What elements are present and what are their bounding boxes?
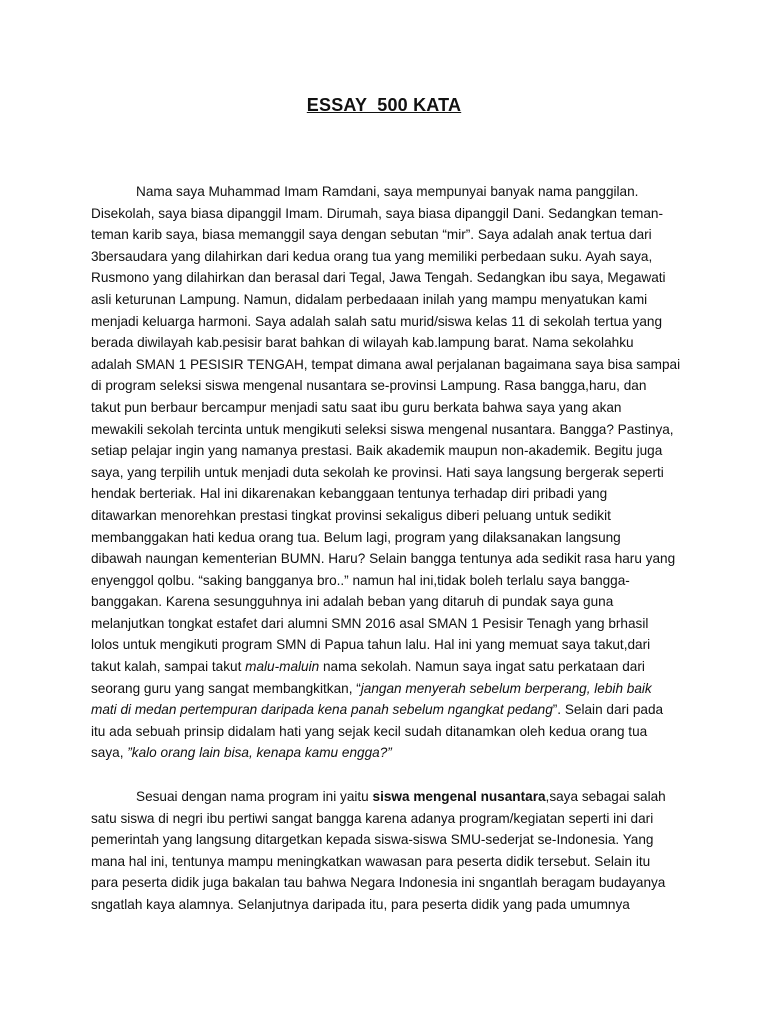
text-segment: berada diwilayah kab.pesisir barat bahkan di wilayah kab.lampung barat. Nama sekolahku	[91, 335, 634, 351]
text-line	[91, 829, 681, 851]
text-segment: ,saya sebagai salah	[545, 789, 666, 804]
paragraph-2	[91, 786, 681, 916]
text-segment: menjadi keluarga harmoni. Saya adalah salah satu murid/siswa kelas 11 di sekolah tertua yang	[91, 313, 663, 329]
text-segment: satu siswa di negri ibu pertiwi sangat bangga karena adanya program/kegiatan seperti ini dari	[91, 810, 654, 826]
text-segment: hendak berteriak. Hal ini dikarenakan kebanggaan tentunya terhadap diri pribadi yang	[91, 486, 608, 502]
text-segment: nama sekolah. Namun saya ingat satu perkataan dari	[319, 659, 645, 675]
text-segment: melanjutkan tongkat estafet dari alumni SMN 2016 asal SMAN 1 Pesisir Tenagh yang brhasil	[91, 615, 649, 631]
text-line	[91, 375, 681, 397]
text-line	[91, 613, 681, 635]
text-segment: asli keturunan Lampung. Namun, didalam perbedaaan inilah yang mampu menyatukan kami	[91, 291, 648, 307]
text-line	[91, 808, 681, 830]
text-line	[91, 483, 681, 505]
text-line	[91, 505, 681, 527]
text-segment: Disekolah, saya biasa dipanggil Imam. Dirumah, saya biasa dipanggil Dani. Sedangkan teman-	[91, 205, 664, 221]
text-line	[91, 311, 681, 333]
text-line	[91, 678, 681, 700]
text-segment: mana hal ini, tentunya mampu meningkatkan wawasan para peserta didik tersebut. Selain itu	[91, 853, 651, 869]
text-segment: di program seleksi siswa mengenal nusantara se-provinsi Lampung. Rasa bangga,haru, dan	[91, 378, 647, 394]
text-line	[91, 289, 681, 311]
text-segment: ditawarkan menorehkan prestasi tingkat provinsi sekaligus diberi peluang untuk sedikit	[91, 507, 611, 523]
text-line	[91, 224, 681, 246]
text-segment: dibawah naungan kementerian BUMN. Haru? Selain bangga tentunya ada sedikit rasa haru yang	[91, 551, 676, 567]
text-segment: saya, yang terpilih untuk menjadi duta sekolah ke provinsi. Hati saya langsung bergerak seperti	[91, 464, 664, 480]
text-segment: banggakan. Karena sesungguhnya ini adalah beban yang ditaruh di pundak saya guna	[91, 594, 614, 610]
text-segment: pemerintah yang langsung ditargetkan kepada siswa-siswa SMU-sederjat se-Indonesia. Yang	[91, 832, 654, 848]
text-segment: lolos untuk mengikuti program SMN di Papua tahun lalu. Hal ini yang memuat saya takut,dari	[91, 637, 651, 653]
text-line	[91, 246, 681, 268]
text-segment: takut kalah, sampai takut	[91, 659, 246, 675]
text-line	[91, 591, 681, 613]
text-segment: malu-maluin	[245, 659, 320, 675]
text-segment: ”kalo orang lain bisa, kenapa kamu engga?”	[127, 745, 392, 761]
text-line	[91, 570, 681, 592]
text-segment: Nama saya Muhammad Imam Ramdani, saya mempunyai banyak nama panggilan.	[136, 184, 639, 199]
text-line	[91, 872, 681, 894]
text-segment: 3bersaudara yang dilahirkan dari kedua orang tua yang memiliki perbedaan suku. Ayah saya,	[91, 248, 653, 264]
text-segment: Sesuai dengan nama program ini yaitu	[136, 789, 373, 804]
text-segment: Rusmono yang dilahirkan dan berasal dari Tegal, Jawa Tengah. Sedangkan ibu saya, Megawati	[91, 270, 666, 286]
text-segment: jangan menyerah sebelum berperang, lebih baik	[360, 680, 652, 696]
text-segment: teman karib saya, biasa memanggil saya dengan sebutan “mir”. Saya adalah anak tertua dari	[91, 227, 652, 243]
text-line	[91, 267, 681, 289]
text-line	[91, 181, 681, 203]
text-line	[91, 462, 681, 484]
text-line	[91, 354, 681, 376]
text-segment: para peserta didik juga bakalan tau bahwa Negara Indonesia ini sngantlah beragam budayanya	[91, 875, 666, 891]
text-segment: setiap pelajar ingin yang namanya prestasi. Baik akademik maupun non-akademik. Begitu juga	[91, 443, 663, 459]
text-line	[91, 786, 681, 808]
paragraph-1	[91, 181, 681, 764]
text-segment: ”. Selain dari pada	[552, 702, 664, 718]
text-segment: mewakili sekolah tercinta untuk mengikuti seleksi siswa mengenal nusantara. Bangga? Pastinya,	[91, 421, 674, 437]
text-segment: itu ada sebuah prinsip didalam hati yang sejak kecil sudah ditanamkan oleh kedua orang tua	[91, 723, 648, 739]
text-line	[91, 203, 681, 225]
text-line	[91, 894, 681, 916]
text-segment: saya,	[91, 745, 128, 761]
text-line	[91, 851, 681, 873]
text-segment: enyenggol qolbu. “saking bangganya bro..” namun hal ini,tidak boleh terlalu saya bangga-	[91, 572, 630, 588]
essay-title: ESSAY 500 KATA	[306, 95, 462, 115]
text-line	[91, 548, 681, 570]
text-line	[91, 699, 681, 721]
text-segment: seorang guru yang sangat membangkitkan, “	[91, 680, 361, 696]
text-segment: mati di medan pertempuran daripada kena panah sebelum ngangkat pedang	[91, 702, 553, 718]
text-segment: membanggakan hati kedua orang tua. Belum lagi, program yang dilaksanakan langsung	[91, 529, 621, 545]
text-line	[91, 721, 681, 743]
text-line	[91, 397, 681, 419]
text-line	[91, 742, 681, 764]
text-line	[91, 634, 681, 656]
text-line	[91, 440, 681, 462]
text-line	[91, 419, 681, 441]
text-segment: sngatlah kaya alamnya. Selanjutnya daripada itu, para peserta didik yang pada umumnya	[91, 896, 630, 912]
text-line	[91, 527, 681, 549]
text-segment: adalah SMAN 1 PESISIR TENGAH, tempat dimana awal perjalanan bagaimana saya bisa sampai	[91, 356, 681, 372]
text-line	[91, 656, 681, 678]
text-line	[91, 332, 681, 354]
text-segment: siswa mengenal nusantara	[372, 789, 546, 804]
text-segment: takut pun berbaur bercampur menjadi satu saat ibu guru berkata bahwa saya yang akan	[91, 399, 622, 415]
